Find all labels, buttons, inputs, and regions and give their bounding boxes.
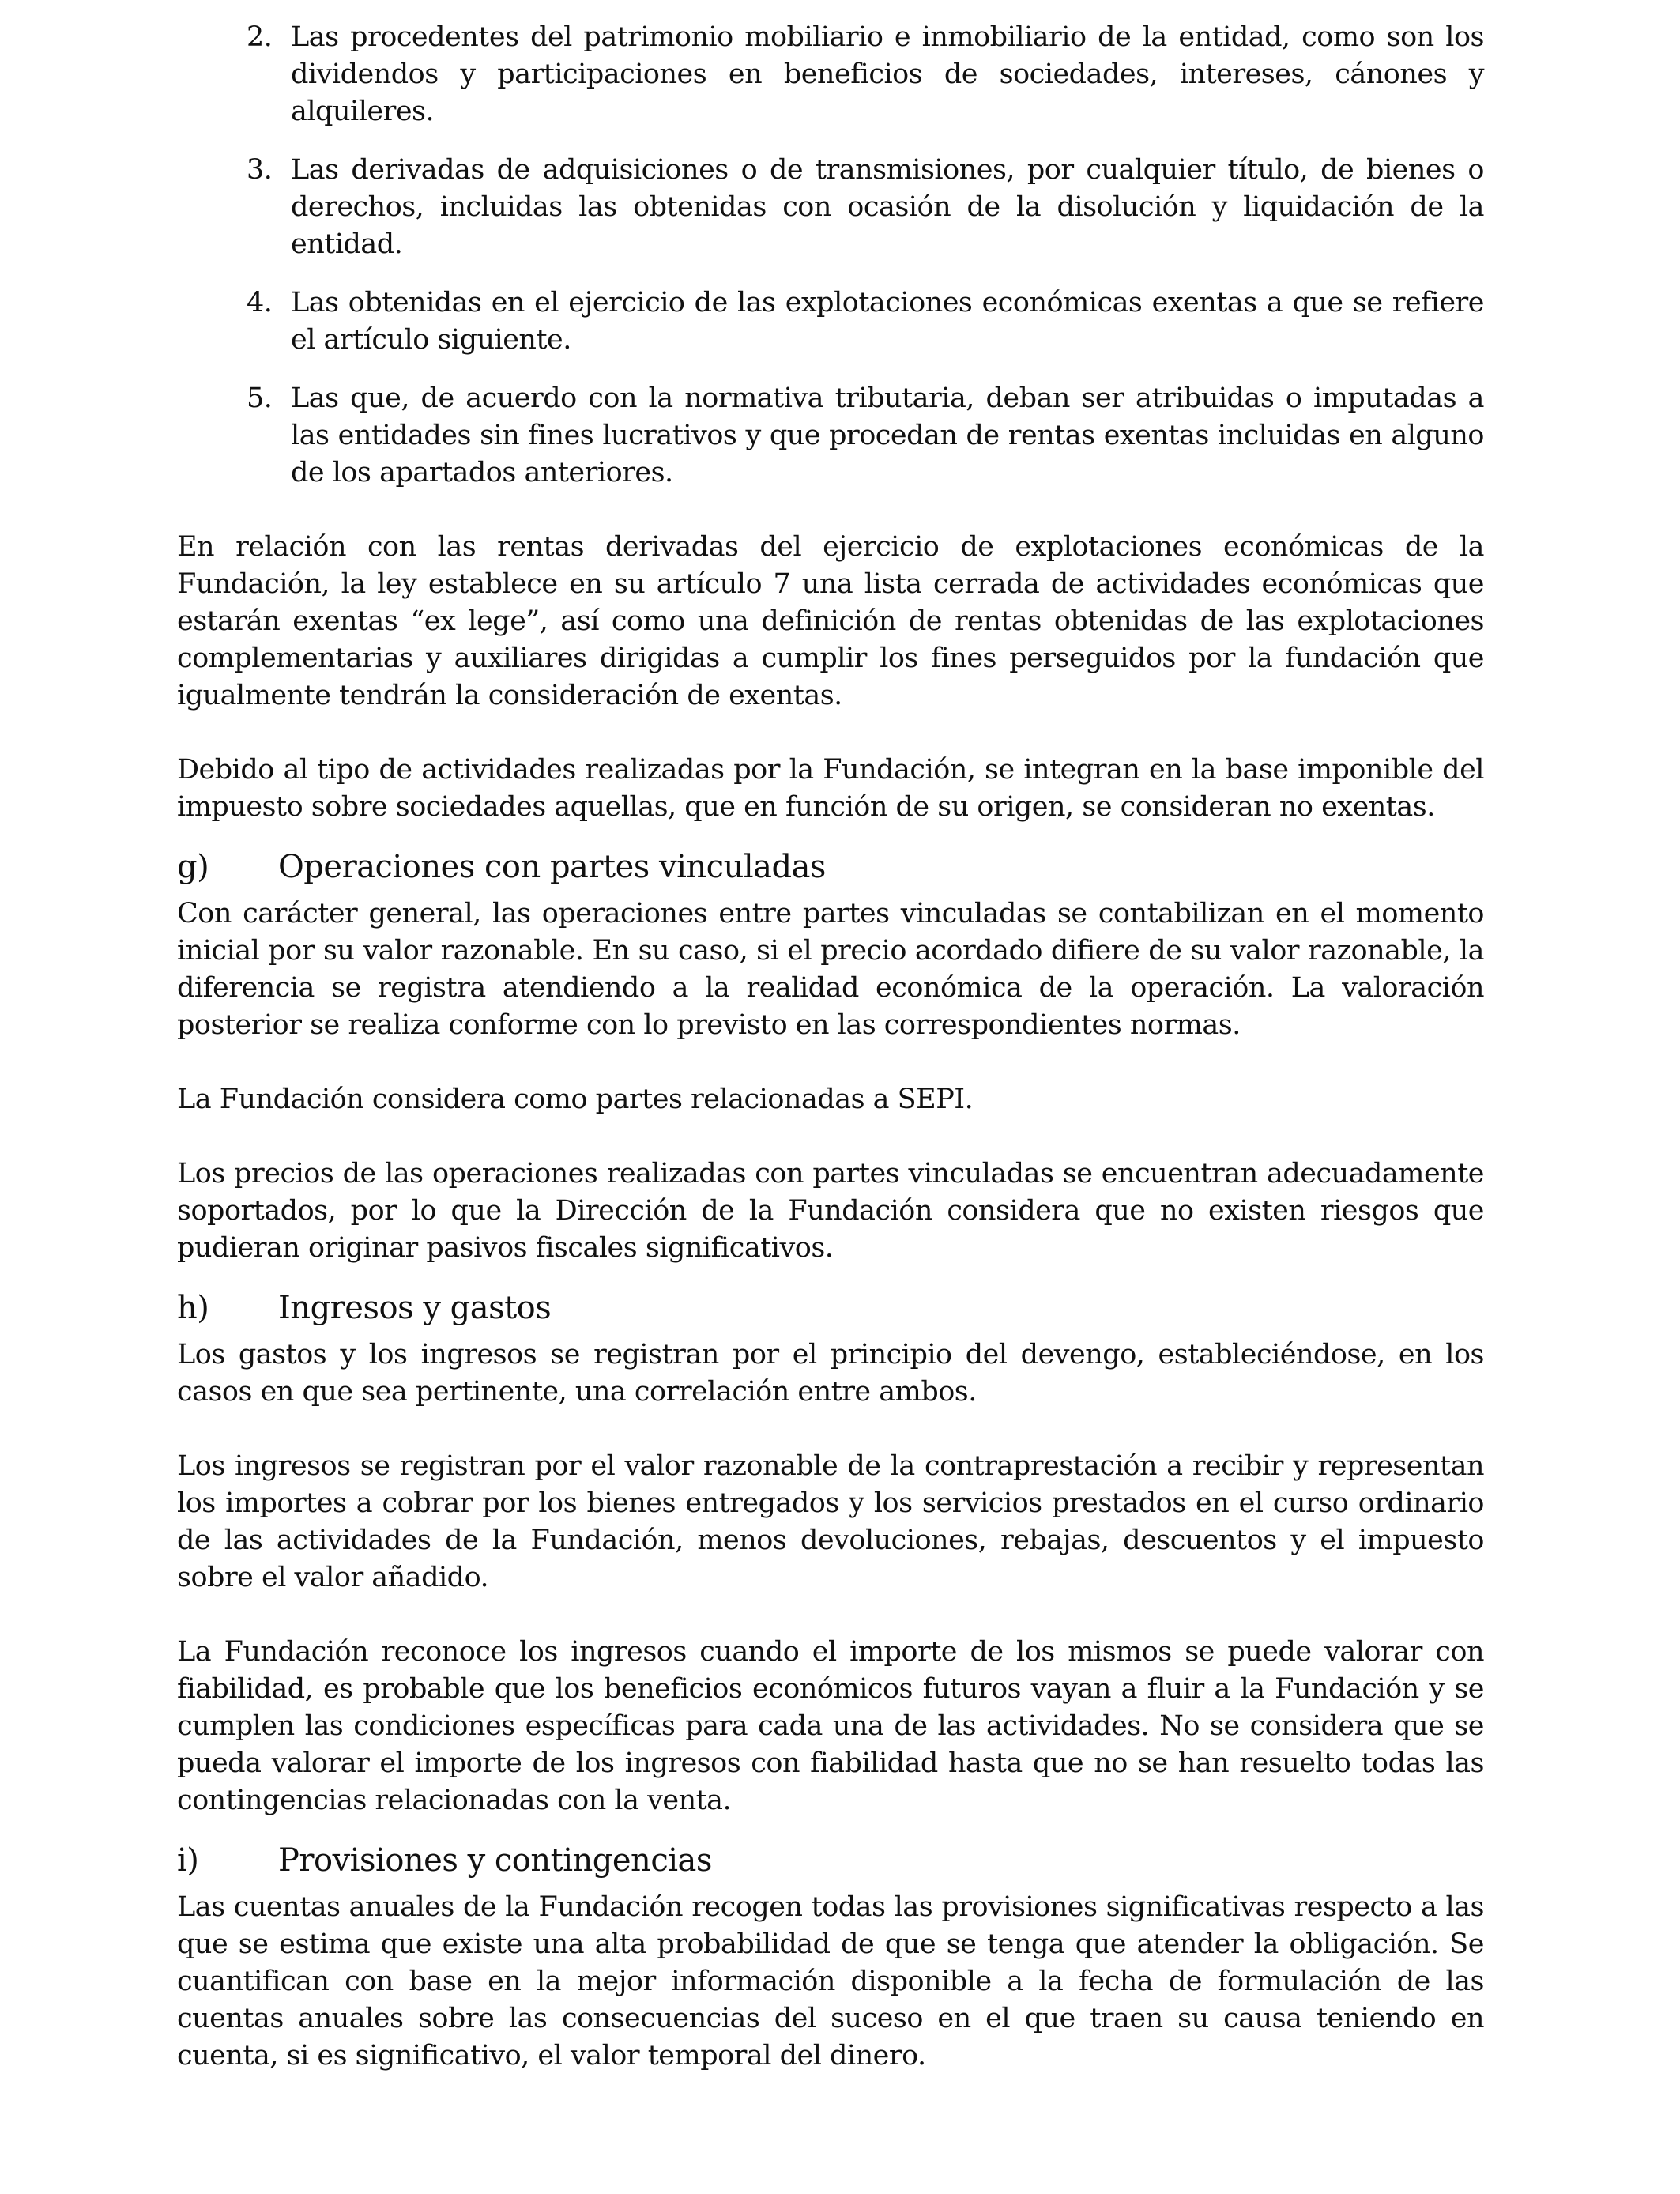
section-letter: h) bbox=[177, 1290, 209, 1326]
paragraph: Los precios de las operaciones realizadas con partes vinculadas se encuentran adecuadamente soportados, por lo que la Dirección de la Fundación considera que no existen riesgos que pudieran originar pasivos fiscales significativos. bbox=[177, 1158, 1484, 1264]
paragraph: La Fundación reconoce los ingresos cuando el importe de los mismos se puede valorar con fiabilidad, es probable que los beneficios económicos futuros vayan a fluir a la Fundación y se cumplen las condiciones específicas para cada una de las actividades. No se considera que se pueda valorar el importe de los ingresos con fiabilidad hasta que no se han resuelto todas las contingencias relacionadas con la venta. bbox=[177, 1636, 1484, 1816]
income-list bbox=[177, 19, 1484, 492]
list-item bbox=[177, 380, 1484, 492]
document-page bbox=[177, 19, 1484, 2112]
section-heading-h bbox=[177, 1286, 1484, 1330]
paragraph: La Fundación considera como partes relacionadas a SEPI. bbox=[177, 1084, 974, 1115]
list-text: Las que, de acuerdo con la normativa tributaria, deban ser atribuidas o imputadas a las entidades sin fines lucrativos y que procedan de rentas exentas incluidas en alguno de los apartados anteriores. bbox=[291, 383, 1484, 488]
list-text: Las derivadas de adquisiciones o de transmisiones, por cualquier título, de bienes o derechos, incluidas las obtenidas con ocasión de la disolución y liquidación de la entidad. bbox=[291, 154, 1484, 260]
section-letter: i) bbox=[177, 1842, 199, 1879]
section-title: Operaciones con partes vinculadas bbox=[278, 849, 826, 885]
list-item bbox=[177, 285, 1484, 359]
section-heading-i bbox=[177, 1838, 1484, 1883]
paragraph: Los ingresos se registran por el valor razonable de la contraprestación a recibir y representan los importes a cobrar por los bienes entregados y los servicios prestados en el curso ordinario de las actividades de la Fundación, menos devoluciones, rebajas, descuentos y el impuesto sobre el valor añadido. bbox=[177, 1450, 1484, 1593]
section-title: Provisiones y contingencias bbox=[278, 1842, 712, 1879]
list-number: 2. bbox=[247, 21, 273, 53]
list-item bbox=[177, 19, 1484, 130]
list-number: 5. bbox=[247, 383, 273, 414]
list-item bbox=[177, 152, 1484, 263]
paragraph: Debido al tipo de actividades realizadas por la Fundación, se integran en la base imponible del impuesto sobre sociedades aquellas, que en función de su origen, se consideran no exentas. bbox=[177, 754, 1484, 823]
paragraph: Con carácter general, las operaciones entre partes vinculadas se contabilizan en el momento inicial por su valor razonable. En su caso, si el precio acordado difiere de su valor razonable, la diferencia se registra atendiendo a la realidad económica de la operación. La valoración posterior se realiza conforme con lo previsto en las correspondientes normas. bbox=[177, 898, 1484, 1041]
section-letter: g) bbox=[177, 849, 209, 885]
list-text: Las obtenidas en el ejercicio de las explotaciones económicas exentas a que se refiere el artículo siguiente. bbox=[291, 287, 1484, 356]
paragraph: Los gastos y los ingresos se registran por el principio del devengo, estableciéndose, en los casos en que sea pertinente, una correlación entre ambos. bbox=[177, 1339, 1484, 1408]
paragraph: En relación con las rentas derivadas del ejercicio de explotaciones económicas de la Fundación, la ley establece en su artículo 7 una lista cerrada de actividades económicas que estarán exentas “ex lege”, así como una definición de rentas obtenidas de las explotaciones complementarias y auxiliares dirigidas a cumplir los fines perseguidos por la fundación que igualmente tendrán la consideración de exentas. bbox=[177, 531, 1484, 711]
list-text: Las procedentes del patrimonio mobiliario e inmobiliario de la entidad, como son los dividendos y participaciones en beneficios de sociedades, intereses, cánones y alquileres. bbox=[291, 21, 1484, 127]
section-heading-g bbox=[177, 845, 1484, 889]
paragraph: Las cuentas anuales de la Fundación recogen todas las provisiones significativas respecto a las que se estima que existe una alta probabilidad de que se tenga que atender la obligación. Se cuantifican con base en la mejor información disponible a la fecha de formulación de las cuentas anuales sobre las consecuencias del suceso en el que traen su causa teniendo en cuenta, si es significativo, el valor temporal del dinero. bbox=[177, 1891, 1484, 2071]
list-number: 3. bbox=[247, 154, 273, 186]
list-number: 4. bbox=[247, 287, 273, 319]
section-title: Ingresos y gastos bbox=[278, 1290, 552, 1326]
